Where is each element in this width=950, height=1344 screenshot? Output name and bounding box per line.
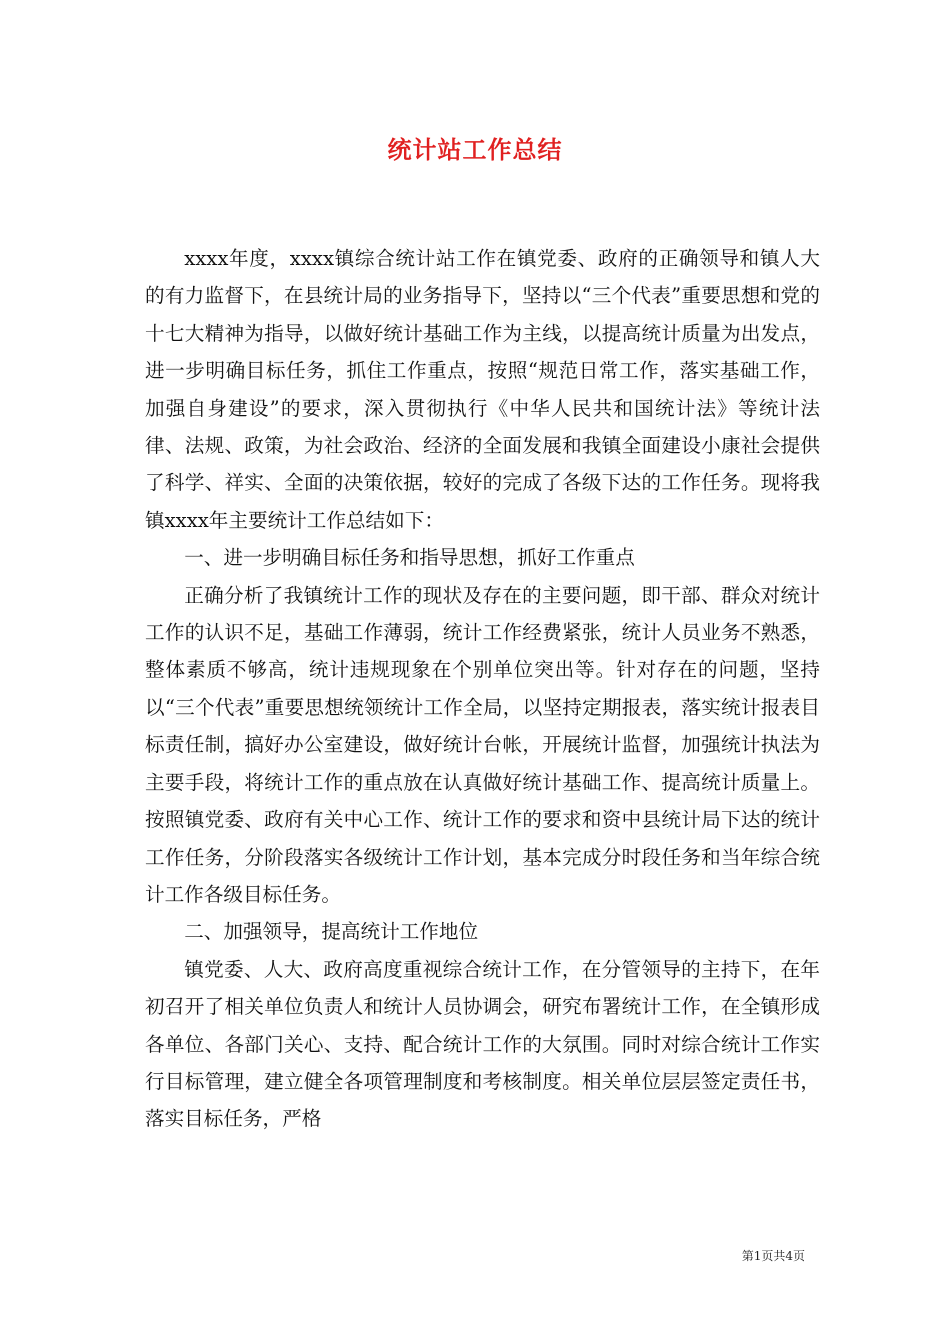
page-number: 第1页共4页 — [741, 1249, 805, 1263]
section-1-paragraph: 正确分析了我镇统计工作的现状及存在的主要问题，即干部、群众对统计工作的认识不足，基础工作薄弱，统计工作经费紧张，统计人员业务不熟悉，整体素质不够高，统计违规现象在个别单位突出等。针对存在的问题，坚持以“三个代表”重要思想统领统计工作全局，以坚持定期报表，落实统计报表目标责任制，搞好办公室建设，做好统计台帐，开展统计监督，加强统计执法为主要手段，将统计工作的重点放在认真做好统计基础工作、提高统计质量上。按照镇党委、政府有关中心工作、统计工作的要求和资中县统计局下达的统计工作任务，分阶段落实各级统计工作计划，基本完成分时段任务和当年综合统计工作各级目标任务。 — [145, 583, 820, 906]
section-heading-2: 二、加强领导，提高统计工作地位 — [184, 920, 479, 944]
section-2-paragraph: 镇党委、人大、政府高度重视综合统计工作，在分管领导的主持下，在年初召开了相关单位负责人和统计人员协调会，研究布署统计工作，在全镇形成各单位、各部门关心、支持、配合统计工作的大氛围。同时对综合统计工作实行目标管理，建立健全各项管理制度和考核制度。相关单位层层签定责任书，落实目标任务，严格 — [145, 957, 820, 1131]
document-body — [145, 240, 820, 1138]
section-heading-1: 一、进一步明确目标任务和指导思想，抓好工作重点 — [184, 546, 635, 570]
intro-paragraph: xxxx年度，xxxx镇综合统计站工作在镇党委、政府的正确领导和镇人大的有力监督下，在县统计局的业务指导下，坚持以“三个代表”重要思想和党的十七大精神为指导，以做好统计基础工作为主线，以提高统计质量为出发点，进一步明确目标任务，抓住工作重点，按照“规范日常工作，落实基础工作，加强自身建设”的要求，深入贯彻执行《中华人民共和国统计法》等统计法律、法规、政策，为社会政治、经济的全面发展和我镇全面建设小康社会提供了科学、祥实、全面的决策依据，较好的完成了各级下达的工作任务。现将我镇xxxx年主要统计工作总结如下： — [145, 247, 820, 532]
document-title: 统计站工作总结 — [387, 135, 563, 164]
